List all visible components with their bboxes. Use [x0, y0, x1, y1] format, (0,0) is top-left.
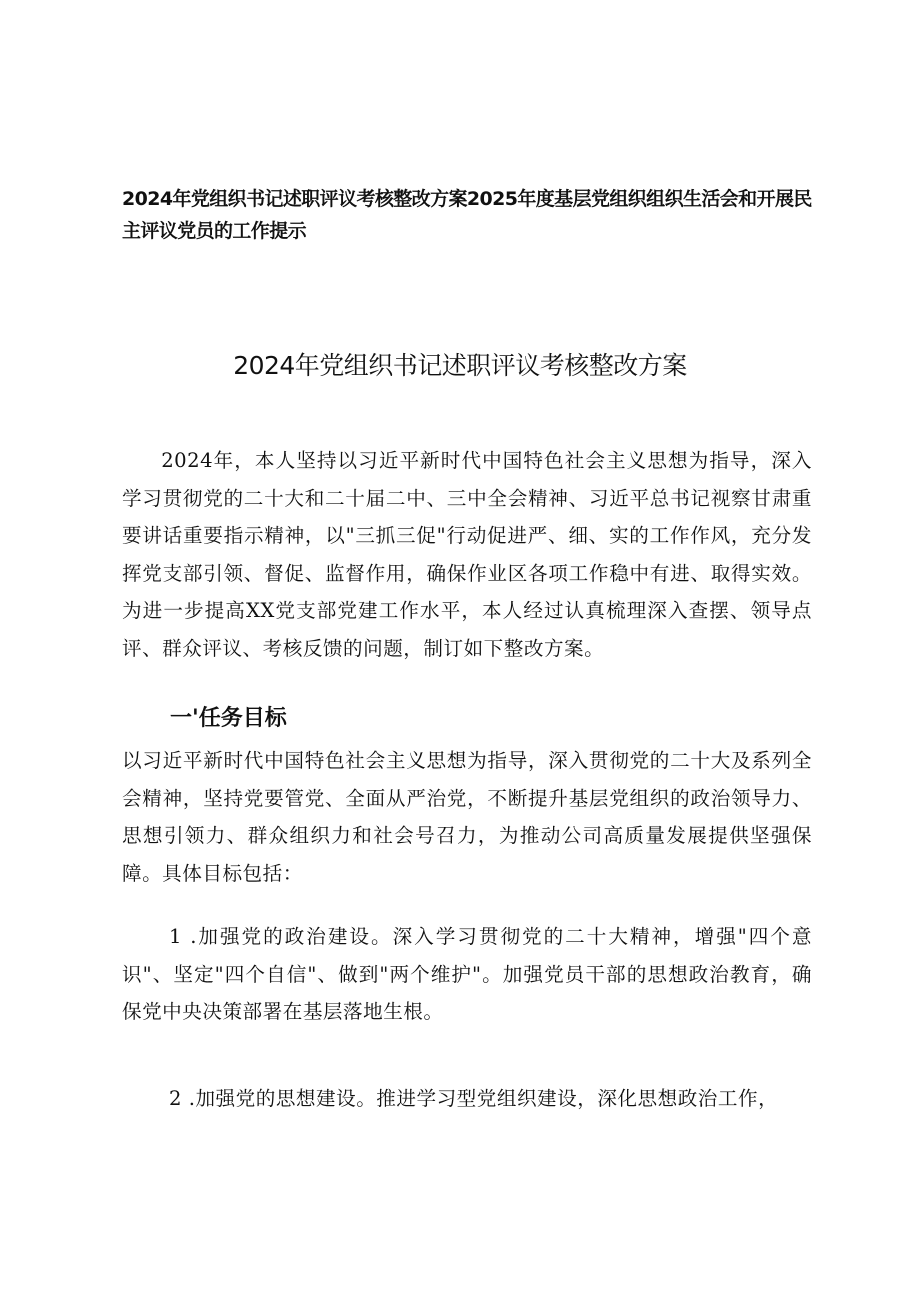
section-title: 2024年党组织书记述职评议考核整改方案	[233, 351, 687, 380]
document-title: 2024年党组织书记述职评议考核整改方案2025年度基层党组织组织生活会和开展民主评议党员的工作提示	[122, 188, 812, 242]
goal-paragraph: 以习近平新时代中国特色社会主义思想为指导，深入贯彻党的二十大及系列全会精神，坚持党要管党、全面从严治党，不断提升基层党组织的政治领导力、思想引领力、群众组织力和社会号召力，为推动公司高质量发展提供坚强保障。具体目标包括：	[122, 749, 812, 885]
list-item-2: 2 .加强党的思想建设。推进学习型党组织建设，深化思想政治工作，	[169, 1087, 779, 1110]
intro-paragraph: 2024年，本人坚持以习近平新时代中国特色社会主义思想为指导，深入学习贯彻党的二十大和二十届二中、三中全会精神、习近平总书记视察甘肃重要讲话重要指示精神，以"三抓三促"行动促进严、细、实的工作作风，充分发挥党支部引领、督促、监督作用，确保作业区各项工作稳中有进、取得实效。为进一步提高XX党支部党建工作水平，本人经过认真梳理深入查摆、领导点评、群众评议、考核反馈的问题，制订如下整改方案。	[122, 449, 812, 660]
list-item-1: 1 .加强党的政治建设。深入学习贯彻党的二十大精神，增强"四个意识"、坚定"四个自信"、做到"两个维护"。加强党员干部的思想政治教育，确保党中央决策部署在基层落地生根。	[122, 925, 812, 1023]
heading-task-goals: 一'任务目标	[170, 706, 287, 731]
